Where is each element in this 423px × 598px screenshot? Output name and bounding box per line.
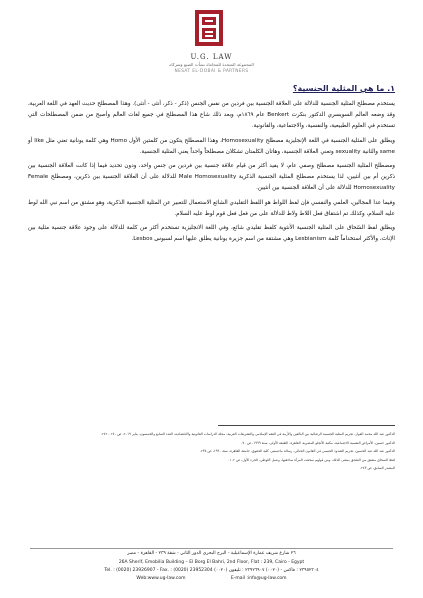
footnote: المصدر السابق، ص ٢٤٣.	[359, 466, 395, 471]
paragraph: ويطلق على المثلية الجنسية في اللغة الإنجليزية مصطلح Homosexuality، وهذا المصطلح يتكون من كلمتين الأول Homo وهي كلمة يونانية تعني مثل like أو same والثانية sexuality وتعني العلاقة الجنسية، وهاتان الكلمتان تشكلان مصطلحاً واحداً يعني المثلية الجنسية.	[28, 137, 395, 155]
paragraph: وفيما عدا المجالين، العلمي والنفسي فإن لفظ اللواط هو اللفظ التقليدي الشائع الاستعمال للتعبير عن المثلية الجنسية الذكرية، وهو مشتق من اسم نبي الله لوط عليه السلام، وكذلك تم اشتقاق فعل اللاط ولاط للدلالة على من فعل فعل قوم لوط عليه السلام.	[28, 199, 395, 217]
firm-arabic-name: المجموعة المتحدة للمحاماة نشأت الضبع وشركاه	[169, 62, 254, 67]
footer-website-link[interactable]: Web:www.ug-law.com	[136, 576, 186, 581]
main-content	[28, 84, 395, 248]
footer-address-arabic: ٢٦ شارع شريف عمارة الإسماعيلية - البرج البحري الدور الثاني - شقة ٢٣٩ - القاهرة - مصر	[127, 551, 296, 556]
firm-latin-name: NESAT EL-DOBAI & PARTNERS	[174, 69, 249, 74]
firm-name: U.G. LAW	[190, 53, 233, 61]
footnote: الدكتور حسين، الأمراض النفسية الاجتماعية، مكتبة الأنجلو المصرية، القاهرة، الطبعة الأولى، سنة ١٩٩٩، ص ٧٠.	[241, 440, 395, 445]
footnote-divider	[218, 425, 395, 426]
footer-divider	[30, 548, 393, 549]
footnote: لفظ السحاق مشتق من السّحق بمعنى الدلك، ومن قولهم سحقت المرأة ساحقتها، وعمل اللوطي، الجزء الأول، ص ١٠٢.	[228, 457, 395, 462]
footnote: الدكتور عبد الله عبد الحسين، تجريم الشذوذ الجنسي في القانون الجنائي، رسالة ماجستير، كلية الحقوق، جامعة القاهرة، سنة ١٩٩٠، ص ٢٣٨.	[199, 449, 395, 454]
section-heading: ١. ما هي المثلية الجنسية؟	[292, 84, 395, 93]
footer-phones: Tel. : (0020) 23926907 - Fax. : (0020) 23952304 (٠٠٢٠) ٢٣٩٥٢٣٠٤ : فاكس - (٠٠٢٠) ٢٣٩٢٦٩٠٧ : تليفون	[104, 568, 319, 573]
paragraph: ومصطلح المثلية الجنسية مصطلح وصفي عام، لا يفيد أكثر من قيام علاقة جنسية بين فردين من جنس واحد، ودون تحديد فيما إذا كانت العلاقة الجنسية بين ذكرين أم بين أنثيين، لذا يستخدم مصطلح المثلية الجنسية الذكرية Male Homosexuality للدلالة على أن العلاقة الجنسية بين ذكرين، ومصطلح Female Homosexuality للدلالة على أن العلاقة الجنسية بين أنثيين.	[28, 163, 395, 192]
firm-logo-icon	[193, 8, 225, 48]
footnotes	[28, 431, 395, 474]
paragraph: ويطلق لفظ السّحاق على المثلية الجنسية الأنثوية كلفظ تقليدي شائع، وفي اللغة الانجليزية تستخدم أكثر من كلمة للدلالة على وجود علاقة جنسية مثلية بين الإناث، والأكثر استخداماً كلمة Lesbianism وهي مشتقة من اسم جزيرة يونانية يطلق عليها اسم لسبوس Lesbos.	[28, 225, 395, 243]
footer-contact	[0, 576, 423, 581]
footnote: الدكتور عبد الله محمد الفواز، تجريم المثلية الجنسية الرضائية بين البالغين والأزمة في الفقه الإسلامي والتشريعات العربية، مجلة الدراسات القانونية والاقتصادية، العدد السابع والخمسون، يناير ٢٠١٩، ص ٢٤٠ - ٢٤٢.	[100, 432, 395, 436]
paragraph: يستخدم مصطلح المثلية الجنسية للدلالة على العلاقة الجنسية بين فردين من نفس الجنس (ذكر - ذكر، أنثى - أنثى). وهذا المصطلح حديث العهد في اللغة العربية، وقد وضعه العالم السويسري الدكتور بنكرت Benkert عام ١٨٦٩م، وبعد ذلك شاع هذا المصطلح في جميع لغات العالم وأصبح من ضمن المصطلحات التي تستخدم في العلوم الطبيعية، والنفسية، والاجتماعية، والقانونية.	[28, 101, 395, 130]
footer-email-link[interactable]: E-mail :info@ug-law.com	[230, 576, 287, 581]
footer-address-english: 26A Sherif, Emobilia Building – El Borg El Bahri, 2nd Floor, Flat : 239, Cairo - Egypt	[118, 560, 305, 565]
